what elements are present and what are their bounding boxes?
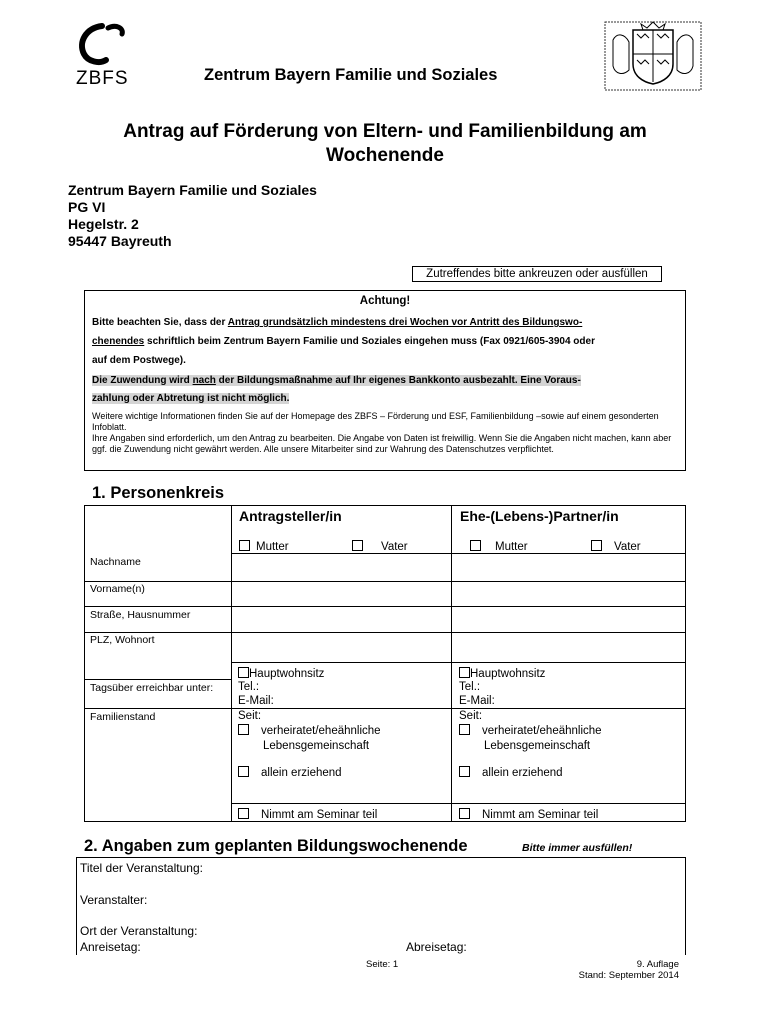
notice-p2-text-2: der Bildungsmaßnahme auf Ihr eigenes Bankkonto ausbezahlt. Eine Voraus- <box>215 375 581 386</box>
label-hauptwohnsitz: Hauptwohnsitz <box>470 668 546 680</box>
checkbox-icon[interactable] <box>470 540 481 551</box>
applicant-nimmt-checkbox[interactable] <box>238 808 377 821</box>
label-hauptwohnsitz: Hauptwohnsitz <box>249 668 325 680</box>
page-number: Seite: 1 <box>366 959 399 970</box>
notice-p1-text-2: schriftlich beim Zentrum Bayern Familie und Soziales eingehen muss (Fax 0921/605-3904 oder <box>144 336 595 347</box>
checkbox-icon[interactable] <box>459 808 470 819</box>
notice-p1-underline: Antrag grundsätzlich mindestens drei Wochen vor Antritt des Bildungswo- <box>227 317 583 328</box>
label-verheiratet: verheiratet/eheähnliche <box>482 725 602 737</box>
checkbox-icon[interactable] <box>239 540 250 551</box>
zbfs-logo <box>68 20 138 90</box>
partner-mutter-checkbox[interactable] <box>470 540 528 553</box>
section-2-note: Bitte immer ausfüllen! <box>522 842 633 854</box>
label-verheiratet: verheiratet/eheähnliche <box>261 725 381 737</box>
coat-of-arms <box>603 20 703 92</box>
zbfs-logo-icon <box>68 20 138 70</box>
partner-email: E-Mail: <box>459 695 495 707</box>
checkbox-icon[interactable] <box>459 667 470 678</box>
logo-text: ZBFS <box>76 68 129 89</box>
checkbox-icon[interactable] <box>238 667 249 678</box>
label-vater: Vater <box>381 541 408 553</box>
label-lebensgemeinschaft: Lebensgemeinschaft <box>484 740 591 752</box>
document-title <box>0 120 770 168</box>
title-line-1: Antrag auf Förderung von Eltern- und Familienbildung am <box>123 121 647 142</box>
notice-p2-underline: nach <box>192 375 216 386</box>
fill-hint-box: Zutreffendes bitte ankreuzen oder ausfüllen <box>412 266 662 282</box>
label-lebensgemeinschaft: Lebensgemeinschaft <box>263 740 370 752</box>
applicant-vater-checkbox[interactable] <box>352 540 408 553</box>
address-line-4: 95447 Bayreuth <box>68 233 172 249</box>
label-nimmt: Nimmt am Seminar teil <box>482 809 599 821</box>
title-line-2: Wochenende <box>326 145 444 166</box>
notice-paragraph-1 <box>92 313 678 370</box>
address-line-3: Hegelstr. 2 <box>68 216 139 232</box>
recipient-address <box>68 182 317 250</box>
notice-paragraph-4: Ihre Angaben sind erforderlich, um den Antrag zu bearbeiten. Die Angabe von Daten ist freiwillig. Wenn Sie die Angaben nicht machen, kann aber ggf. die Zuwendung nicht gewährt werden. Alle unsere Mitarbeiter sind zur Wahrung des Datenschutzes verpflichtet. <box>92 433 672 454</box>
personenkreis-table <box>84 505 686 822</box>
label-ort: Ort der Veranstaltung: <box>80 924 198 938</box>
notice-box <box>84 290 686 471</box>
applicant-allein-checkbox[interactable] <box>238 766 342 779</box>
label-abreisetag: Abreisetag: <box>406 940 467 954</box>
section-2-title: 2. Angaben zum geplanten Bildungswochenende <box>84 837 468 855</box>
notice-paragraph-2 <box>92 372 678 408</box>
applicant-tel: Tel.: <box>238 681 260 693</box>
address-line-2: PG VI <box>68 199 106 215</box>
partner-seit: Seit: <box>459 710 483 722</box>
checkbox-icon[interactable] <box>352 540 363 551</box>
partner-verheiratet-checkbox[interactable] <box>459 724 602 754</box>
row-label-familienstand: Familienstand <box>90 711 156 723</box>
section-1-title: 1. Personenkreis <box>92 484 225 502</box>
checkbox-icon[interactable] <box>459 766 470 777</box>
org-title: Zentrum Bayern Familie und Soziales <box>204 66 498 84</box>
applicant-mutter-checkbox[interactable] <box>239 540 289 553</box>
applicant-email: E-Mail: <box>238 695 274 707</box>
label-titel: Titel der Veranstaltung: <box>80 861 203 875</box>
label-mutter: Mutter <box>256 541 289 553</box>
applicant-hauptwohnsitz-checkbox[interactable] <box>238 667 324 680</box>
notice-p1-text-3: auf dem Postwege). <box>92 355 186 366</box>
partner-vater-checkbox[interactable] <box>591 540 641 553</box>
notice-p2-text-3: zahlung oder Abtretung ist nicht möglich. <box>92 393 290 404</box>
edition: 9. Auflage <box>636 959 679 970</box>
row-label-plz: PLZ, Wohnort <box>90 634 155 646</box>
row-label-erreichbar: Tagsüber erreichbar unter: <box>90 682 214 694</box>
label-allein: allein erziehend <box>261 767 342 779</box>
notice-p1-underline-2: chenendes <box>92 336 145 347</box>
label-vater: Vater <box>614 541 641 553</box>
stand-date: Stand: September 2014 <box>578 970 679 981</box>
partner-tel: Tel.: <box>459 681 481 693</box>
notice-p1-text: Bitte beachten Sie, dass der <box>92 317 228 328</box>
row-label-strasse: Straße, Hausnummer <box>90 609 191 621</box>
label-anreisetag: Anreisetag: <box>80 940 141 954</box>
label-mutter: Mutter <box>495 541 528 553</box>
partner-allein-checkbox[interactable] <box>459 766 563 779</box>
applicant-seit: Seit: <box>238 710 262 722</box>
row-label-nachname: Nachname <box>90 556 141 568</box>
applicant-verheiratet-checkbox[interactable] <box>238 724 381 754</box>
label-veranstalter: Veranstalter: <box>80 893 148 907</box>
checkbox-icon[interactable] <box>591 540 602 551</box>
column-header-applicant: Antragsteller/in <box>239 508 342 524</box>
partner-hauptwohnsitz-checkbox[interactable] <box>459 667 545 680</box>
notice-heading: Achtung! <box>359 295 411 307</box>
address-line-1: Zentrum Bayern Familie und Soziales <box>68 182 317 198</box>
checkbox-icon[interactable] <box>459 724 470 735</box>
checkbox-icon[interactable] <box>238 766 249 777</box>
bavarian-coat-of-arms-icon <box>603 20 703 92</box>
label-nimmt: Nimmt am Seminar teil <box>261 809 378 821</box>
checkbox-icon[interactable] <box>238 724 249 735</box>
row-label-vorname: Vorname(n) <box>90 583 145 595</box>
label-allein: allein erziehend <box>482 767 563 779</box>
notice-paragraph-3: Weitere wichtige Informationen finden Sie auf der Homepage des ZBFS – Förderung und ESF, Familienbildung –sowie auf einem gesonderten Infoblatt. <box>92 411 659 432</box>
column-header-partner: Ehe-(Lebens-)Partner/in <box>460 508 619 524</box>
checkbox-icon[interactable] <box>238 808 249 819</box>
notice-p2-text: Die Zuwendung wird <box>92 375 193 386</box>
partner-nimmt-checkbox[interactable] <box>459 808 598 821</box>
